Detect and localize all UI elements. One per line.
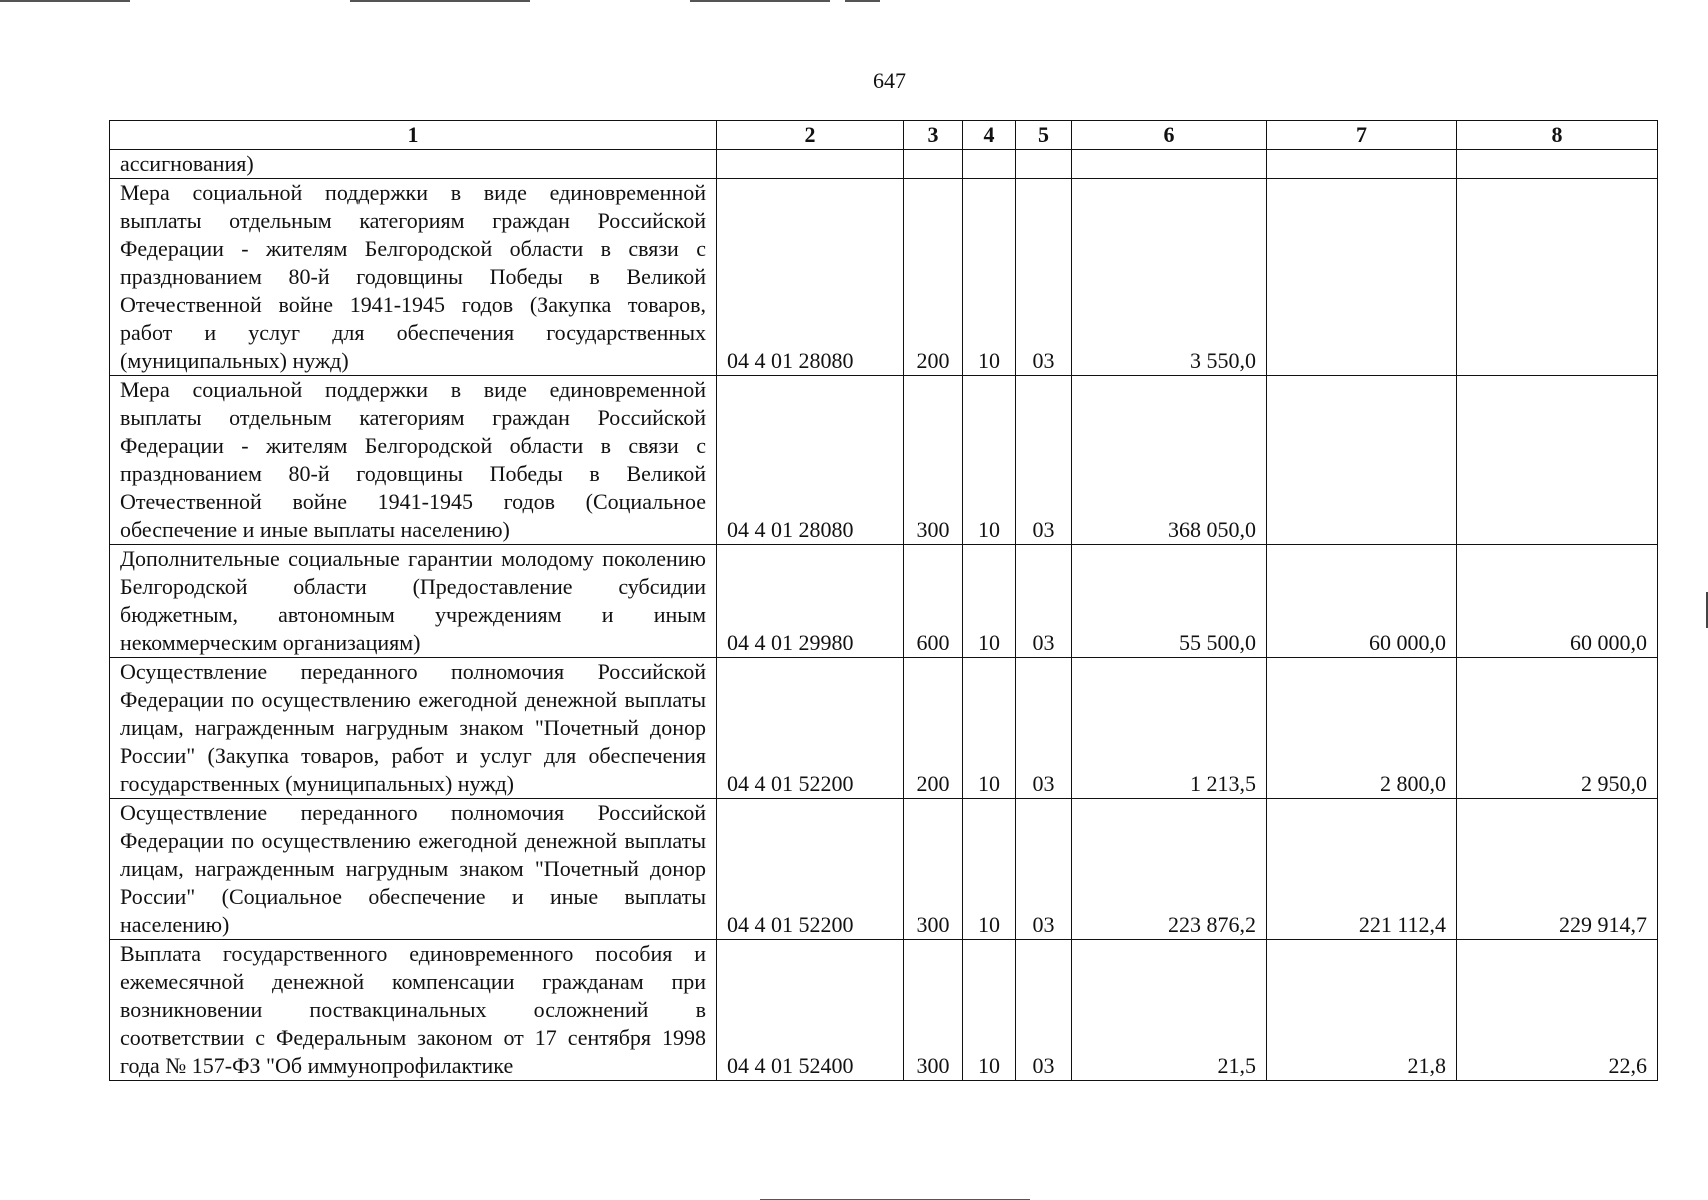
scan-artifact-line bbox=[350, 0, 530, 2]
scan-artifact-line bbox=[690, 0, 830, 2]
amount-col7 bbox=[1267, 179, 1457, 376]
amount-col7 bbox=[1267, 376, 1457, 545]
amount-col6: 368 050,0 bbox=[1072, 376, 1267, 545]
scan-artifact-line bbox=[845, 0, 880, 2]
amount-col8 bbox=[1457, 376, 1658, 545]
budget-table bbox=[109, 120, 1658, 1081]
subsection-code: 03 bbox=[1016, 545, 1072, 658]
amount-col8: 22,6 bbox=[1457, 940, 1658, 1081]
amount-col7: 221 112,4 bbox=[1267, 799, 1457, 940]
amount-col6 bbox=[1072, 150, 1267, 179]
row-description: Мера социальной поддержки в виде единовременной выплаты отдельным категориям граждан Российской Федерации - жителям Белгородской области в связи с празднованием 80-й годовщины Победы в Великой Отечественной войне 1941-1945 годов (Закупка товаров, работ и услуг для обеспечения государственных (муниципальных) нужд) bbox=[110, 179, 717, 376]
section-code bbox=[963, 150, 1016, 179]
table-row bbox=[110, 179, 1658, 376]
column-header: 2 bbox=[717, 121, 904, 150]
table-row bbox=[110, 940, 1658, 1081]
table-row bbox=[110, 545, 1658, 658]
row-description: Мера социальной поддержки в виде единовременной выплаты отдельным категориям граждан Российской Федерации - жителям Белгородской области в связи с празднованием 80-й годовщины Победы в Великой Отечественной войне 1941-1945 годов (Социальное обеспечение и иные выплаты населению) bbox=[110, 376, 717, 545]
section-code: 10 bbox=[963, 376, 1016, 545]
row-description: ассигнования) bbox=[110, 150, 717, 179]
column-header: 1 bbox=[110, 121, 717, 150]
expense-type-code: 200 bbox=[904, 658, 963, 799]
target-article-code: 04 4 01 28080 bbox=[717, 179, 904, 376]
target-article-code: 04 4 01 52200 bbox=[717, 799, 904, 940]
column-header: 7 bbox=[1267, 121, 1457, 150]
column-header: 5 bbox=[1016, 121, 1072, 150]
amount-col6: 21,5 bbox=[1072, 940, 1267, 1081]
table-header-row bbox=[110, 121, 1658, 150]
page-number: 647 bbox=[873, 68, 906, 93]
column-header: 6 bbox=[1072, 121, 1267, 150]
target-article-code: 04 4 01 52200 bbox=[717, 658, 904, 799]
column-header: 4 bbox=[963, 121, 1016, 150]
amount-col8 bbox=[1457, 150, 1658, 179]
subsection-code: 03 bbox=[1016, 658, 1072, 799]
scan-artifact-line bbox=[0, 0, 130, 2]
section-code: 10 bbox=[963, 799, 1016, 940]
amount-col6: 3 550,0 bbox=[1072, 179, 1267, 376]
target-article-code: 04 4 01 52400 bbox=[717, 940, 904, 1081]
subsection-code: 03 bbox=[1016, 179, 1072, 376]
row-description: Выплата государственного единовременного пособия и ежемесячной денежной компенсации гражданам при возникновении поствакцинальных осложнений в соответствии с Федеральным законом от 17 сентября 1998 года № 157-ФЗ "Об иммунопрофилактике bbox=[110, 940, 717, 1081]
expense-type-code: 200 bbox=[904, 179, 963, 376]
table-row bbox=[110, 376, 1658, 545]
amount-col6: 55 500,0 bbox=[1072, 545, 1267, 658]
amount-col8 bbox=[1457, 179, 1658, 376]
expense-type-code: 300 bbox=[904, 376, 963, 545]
amount-col7: 2 800,0 bbox=[1267, 658, 1457, 799]
section-code: 10 bbox=[963, 179, 1016, 376]
amount-col8: 229 914,7 bbox=[1457, 799, 1658, 940]
target-article-code bbox=[717, 150, 904, 179]
expense-type-code: 300 bbox=[904, 940, 963, 1081]
section-code: 10 bbox=[963, 545, 1016, 658]
column-header: 3 bbox=[904, 121, 963, 150]
amount-col8: 2 950,0 bbox=[1457, 658, 1658, 799]
table-row bbox=[110, 658, 1658, 799]
section-code: 10 bbox=[963, 940, 1016, 1081]
subsection-code: 03 bbox=[1016, 799, 1072, 940]
expense-type-code: 600 bbox=[904, 545, 963, 658]
subsection-code: 03 bbox=[1016, 940, 1072, 1081]
table-row bbox=[110, 150, 1658, 179]
subsection-code bbox=[1016, 150, 1072, 179]
column-header: 8 bbox=[1457, 121, 1658, 150]
amount-col6: 1 213,5 bbox=[1072, 658, 1267, 799]
amount-col7: 60 000,0 bbox=[1267, 545, 1457, 658]
amount-col6: 223 876,2 bbox=[1072, 799, 1267, 940]
row-description: Осуществление переданного полномочия Российской Федерации по осуществлению ежегодной денежной выплаты лицам, награжденным нагрудным знаком "Почетный донор России" (Социальное обеспечение и иные выплаты населению) bbox=[110, 799, 717, 940]
target-article-code: 04 4 01 29980 bbox=[717, 545, 904, 658]
table-row bbox=[110, 799, 1658, 940]
row-description: Дополнительные социальные гарантии молодому поколению Белгородской области (Предоставление субсидии бюджетным, автономным учреждениям и иным некоммерческим организациям) bbox=[110, 545, 717, 658]
subsection-code: 03 bbox=[1016, 376, 1072, 545]
expense-type-code bbox=[904, 150, 963, 179]
amount-col8: 60 000,0 bbox=[1457, 545, 1658, 658]
section-code: 10 bbox=[963, 658, 1016, 799]
amount-col7: 21,8 bbox=[1267, 940, 1457, 1081]
target-article-code: 04 4 01 28080 bbox=[717, 376, 904, 545]
expense-type-code: 300 bbox=[904, 799, 963, 940]
amount-col7 bbox=[1267, 150, 1457, 179]
row-description: Осуществление переданного полномочия Российской Федерации по осуществлению ежегодной денежной выплаты лицам, награжденным нагрудным знаком "Почетный донор России" (Закупка товаров, работ и услуг для обеспечения государственных (муниципальных) нужд) bbox=[110, 658, 717, 799]
